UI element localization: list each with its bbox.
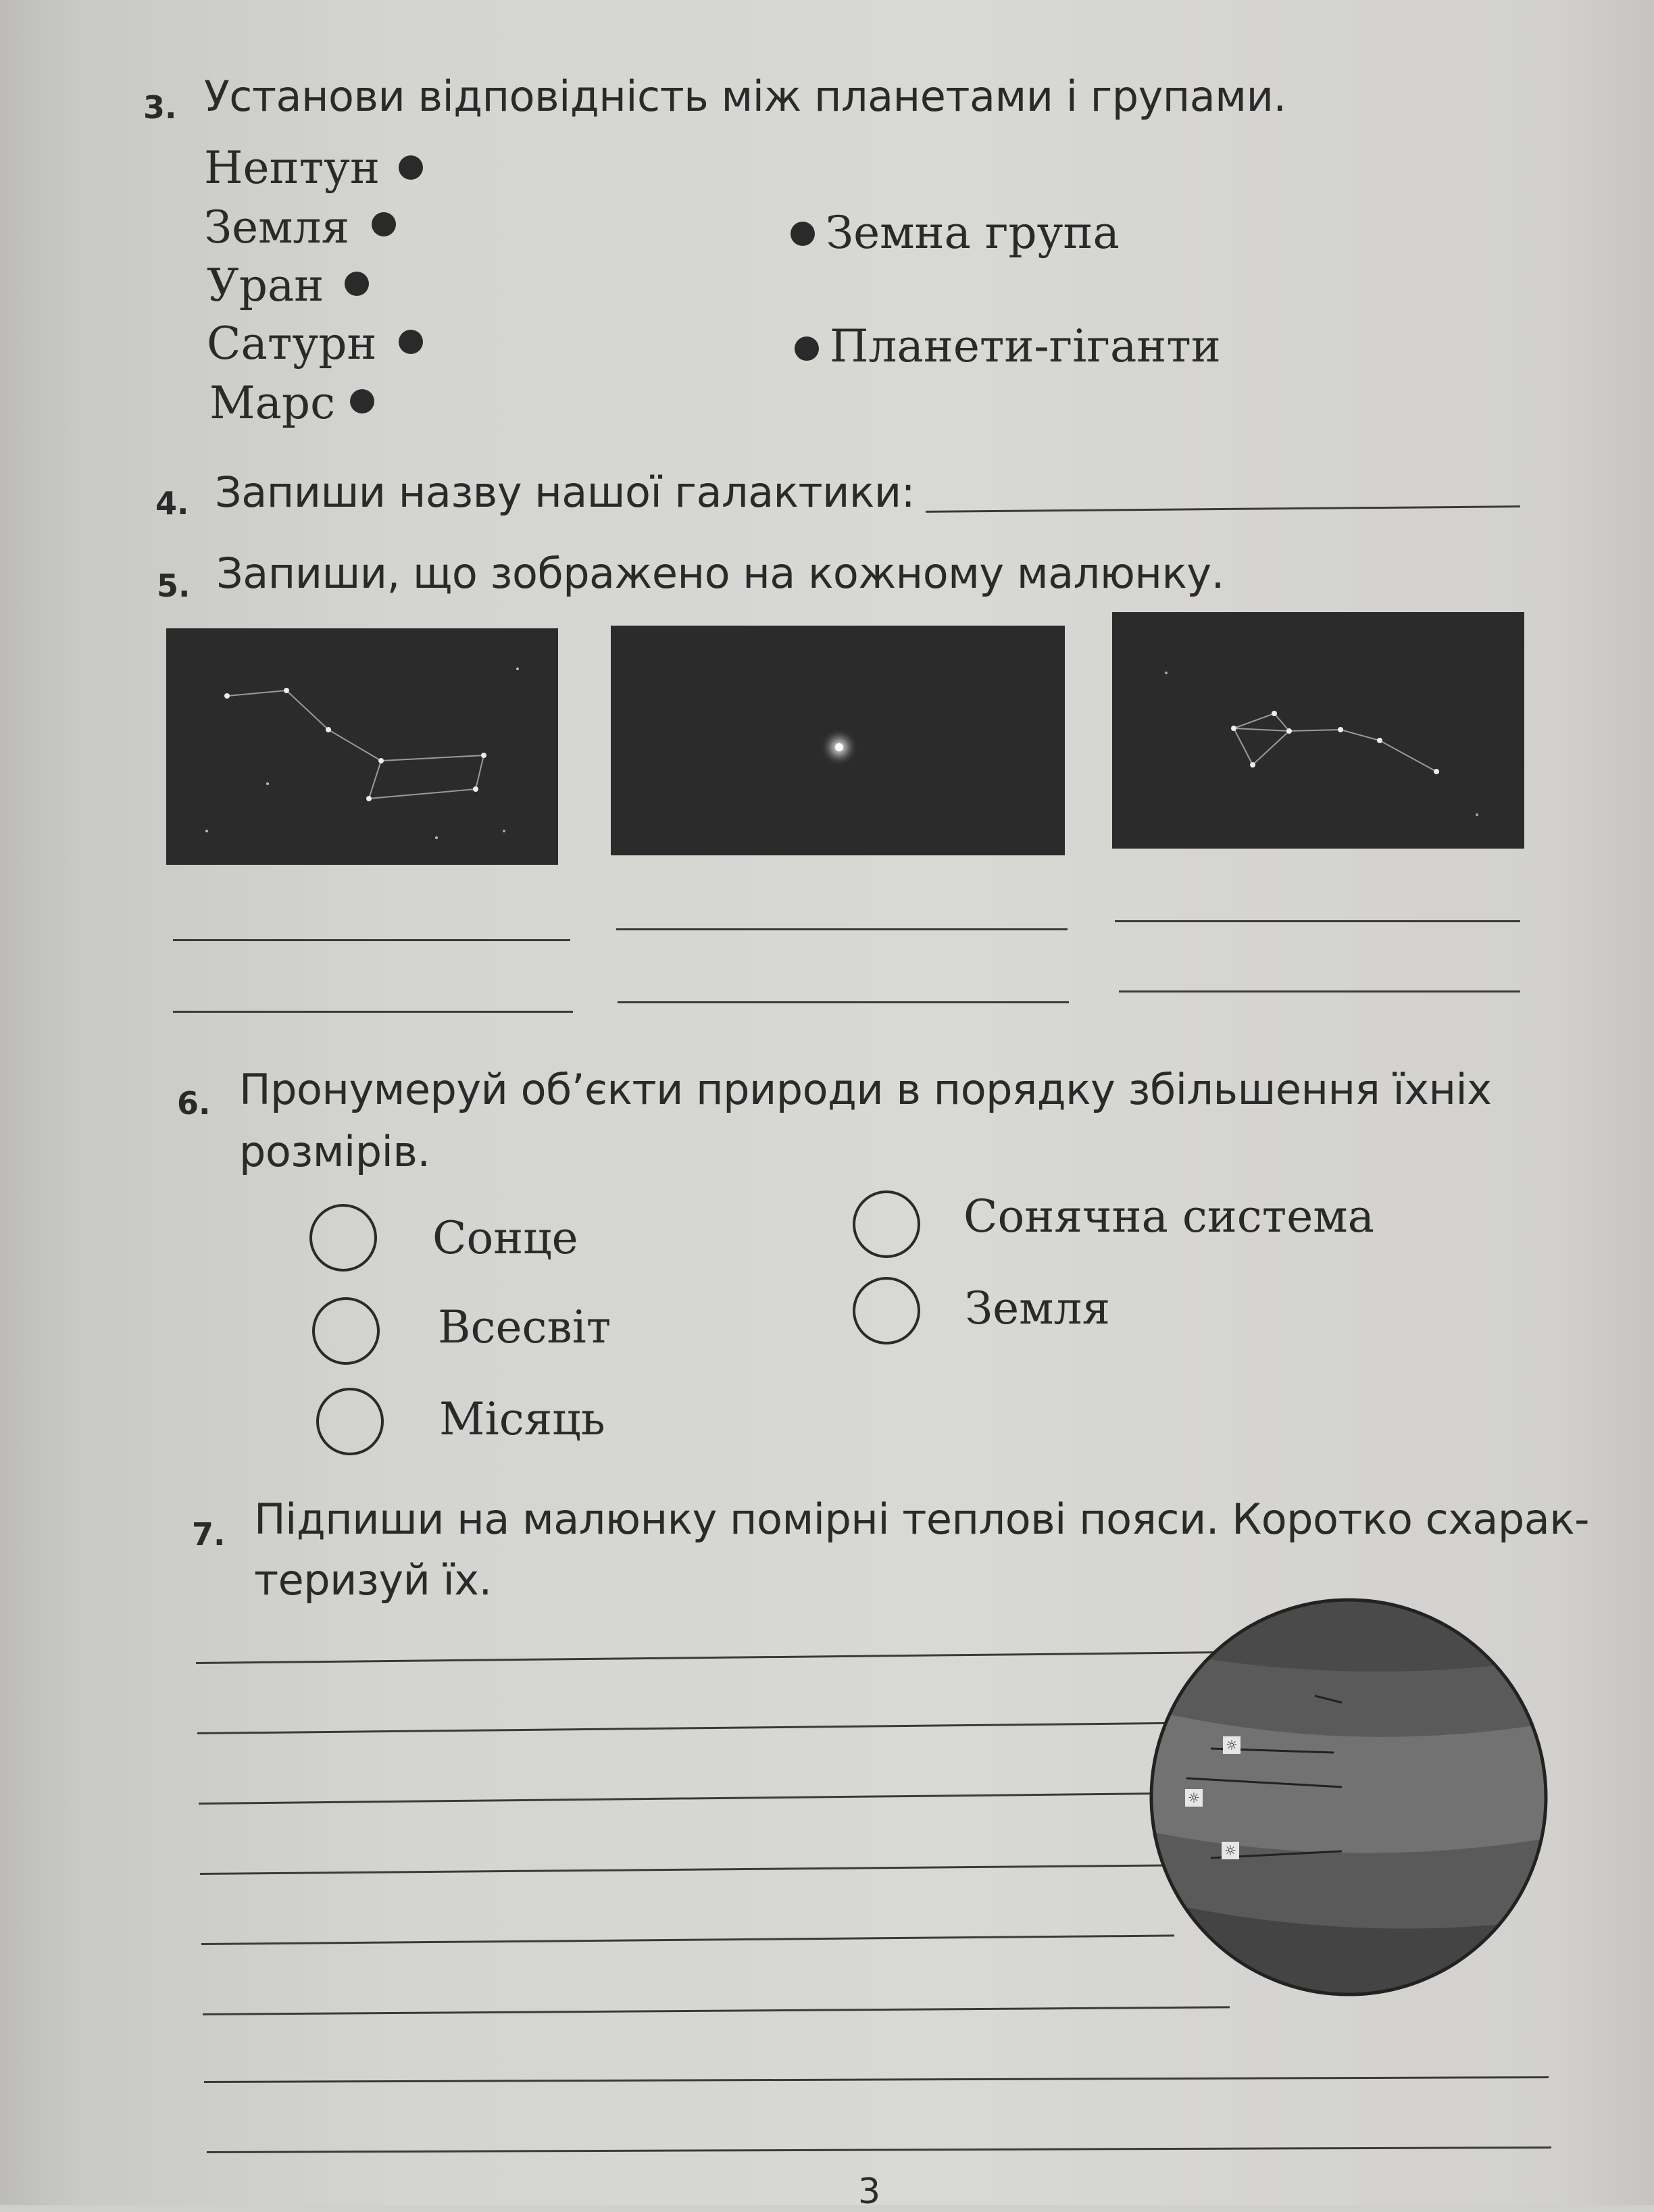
answer-line-picture-2b[interactable] <box>618 1001 1069 1003</box>
answer-line-q7-6[interactable] <box>203 2006 1230 2015</box>
planet-mars: Марс <box>209 377 336 429</box>
object-moon: Місяць <box>439 1393 605 1445</box>
svg-text:☼: ☼ <box>1188 1790 1200 1806</box>
q3-number: 3. <box>143 89 177 126</box>
answer-line-q7-4[interactable] <box>200 1865 1166 1875</box>
q4-text: Запиши назву нашої галактики: <box>215 468 916 517</box>
q7-text-line1: Підпиши на малюнку помірні теплові пояси. Коротко схарак- <box>254 1494 1590 1544</box>
constellation-picture-3 <box>1112 612 1524 849</box>
match-dot-terrestrial[interactable] <box>791 222 815 246</box>
q7-number: 7. <box>192 1516 226 1553</box>
answer-line-picture-1b[interactable] <box>173 1011 573 1013</box>
answer-line-picture-1a[interactable] <box>173 939 570 941</box>
answer-line-q7-1[interactable] <box>196 1651 1257 1664</box>
object-sun: Сонце <box>432 1212 578 1264</box>
match-dot-uranus[interactable] <box>345 272 369 296</box>
q6-text-line2: розмірів. <box>239 1127 430 1176</box>
match-dot-neptune[interactable] <box>399 155 423 180</box>
page-number: 3 <box>858 2171 881 2212</box>
number-circle-solar-system[interactable] <box>853 1190 920 1258</box>
answer-line-q7-3[interactable] <box>199 1792 1172 1805</box>
match-dot-earth[interactable] <box>372 212 396 236</box>
number-circle-universe[interactable] <box>312 1297 380 1365</box>
q5-number: 5. <box>157 568 191 604</box>
bright-star <box>611 626 1065 855</box>
object-solar-system: Сонячна система <box>963 1190 1374 1242</box>
answer-line-picture-3b[interactable] <box>1119 990 1520 992</box>
number-circle-moon[interactable] <box>316 1388 384 1455</box>
q6-text-line1: Пронумеруй об’єкти природи в порядку збільшення їхніх <box>239 1065 1492 1114</box>
planet-earth: Земля <box>204 201 350 253</box>
q5-text: Запиши, що зображено на кожному малюнку. <box>216 549 1224 598</box>
constellation-big-dipper <box>166 628 558 865</box>
answer-line-q7-7[interactable] <box>204 2076 1549 2083</box>
number-circle-sun[interactable] <box>309 1204 377 1272</box>
object-universe: Всесвіт <box>438 1301 611 1353</box>
answer-line-q7-5[interactable] <box>201 1934 1174 1945</box>
match-dot-giants[interactable] <box>795 336 819 361</box>
constellation-picture-1 <box>166 628 558 865</box>
answer-line-picture-2a[interactable] <box>616 928 1068 930</box>
object-earth: Земля <box>965 1282 1111 1334</box>
match-dot-mars[interactable] <box>350 389 374 413</box>
q6-number: 6. <box>177 1085 211 1122</box>
answer-line-q7-8[interactable] <box>207 2146 1551 2153</box>
answer-line-picture-3a[interactable] <box>1115 920 1520 922</box>
q7-text-line2: теризуй їх. <box>254 1555 492 1605</box>
sun-ray-icon <box>1222 1842 1239 1859</box>
sun-ray-icon <box>1185 1789 1203 1807</box>
planet-neptune: Нептун <box>204 142 380 194</box>
svg-text:☼: ☼ <box>1224 1842 1236 1859</box>
planet-saturn: Сатурн <box>207 318 377 370</box>
constellation-little-dipper <box>1112 612 1524 849</box>
answer-line-galaxy[interactable] <box>926 505 1520 513</box>
svg-text:☼: ☼ <box>1226 1737 1238 1753</box>
sun-ray-icon <box>1223 1736 1240 1754</box>
answer-line-q7-2[interactable] <box>197 1721 1204 1734</box>
match-dot-saturn[interactable] <box>399 330 423 354</box>
earth-thermal-zones-globe <box>1146 1594 1551 2000</box>
q3-text: Установи відповідність між планетами і групами. <box>204 72 1286 121</box>
group-giants: Планети-гіганти <box>830 320 1221 372</box>
star-picture-2 <box>611 626 1065 855</box>
planet-uranus: Уран <box>207 259 324 311</box>
group-terrestrial: Земна група <box>826 207 1120 259</box>
q4-number: 4. <box>155 485 189 522</box>
number-circle-earth[interactable] <box>853 1277 920 1344</box>
